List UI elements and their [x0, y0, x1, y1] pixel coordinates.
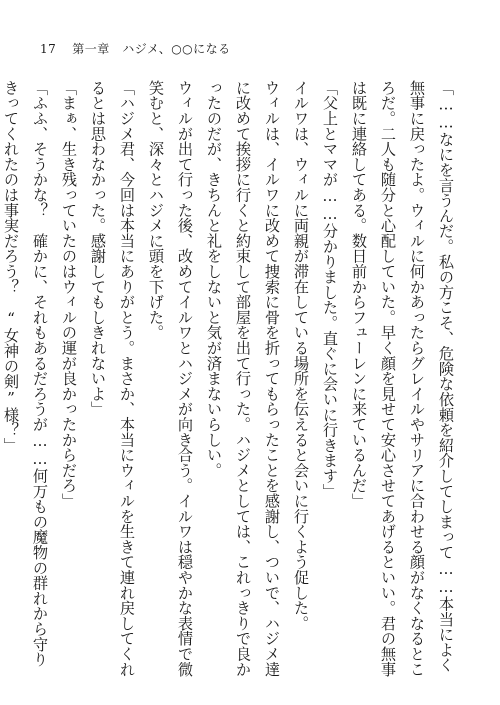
paragraph: 「父上とママが……分かりました。直ぐに会いに行きます」	[321, 80, 339, 499]
paragraph: 「まぁ、生き残っていたのはウィルの運が良かったからだろ」	[60, 80, 78, 509]
paragraph: 「ふふ、そうかな？ 確かに、それもあるだろうが……何万もの魔物の群れから守りきってくれたのは事実だろう？ “女神の剣”様？」	[2, 80, 49, 667]
chapter-title: 第一章 ハジメ、○○になる	[72, 42, 231, 56]
paragraph: 「……なにを言うんだ。私の方こそ、危険な依頼を紹介してしまって……本当によく無事に戻ったよ。ウィルに何かあったらグレイルやサリアに合わせる顔がなくなるところだ。二人も随分と心配していた。早く顔を見せて安心させてあげるといい。君の無事は既に連絡してある。数日前からフューレンに来ているんだ」	[350, 80, 455, 677]
paragraph: ウィルは、イルワに改めて捜索に骨を折ってもらったことを感謝し、ついで、ハジメ達に改めて挨拶に行くと約束して部屋を出て行った。ハジメとしては、これっきりで良かったのだが、きちんと礼をしないと気が済まないらしい。	[205, 80, 281, 677]
paragraph: イルワは、ウィルに両親が滞在している場所を伝えると会いに行くよう促した。	[292, 80, 310, 631]
body-text	[2, 80, 460, 680]
paragraph: ウィルが出て行った後、改めてイルワとハジメが向き合う。イルワは穏やかな表情で微笑むと、深々とハジメに頭を下げた。	[147, 80, 194, 677]
paragraph: 「ハジメ君、今回は本当にありがとう。まさか、本当にウィルを生きて連れ戻してくれるとは思わなかった。感謝してもしきれないよ」	[89, 80, 136, 677]
running-head	[40, 40, 231, 57]
page-number: 17	[40, 42, 57, 56]
